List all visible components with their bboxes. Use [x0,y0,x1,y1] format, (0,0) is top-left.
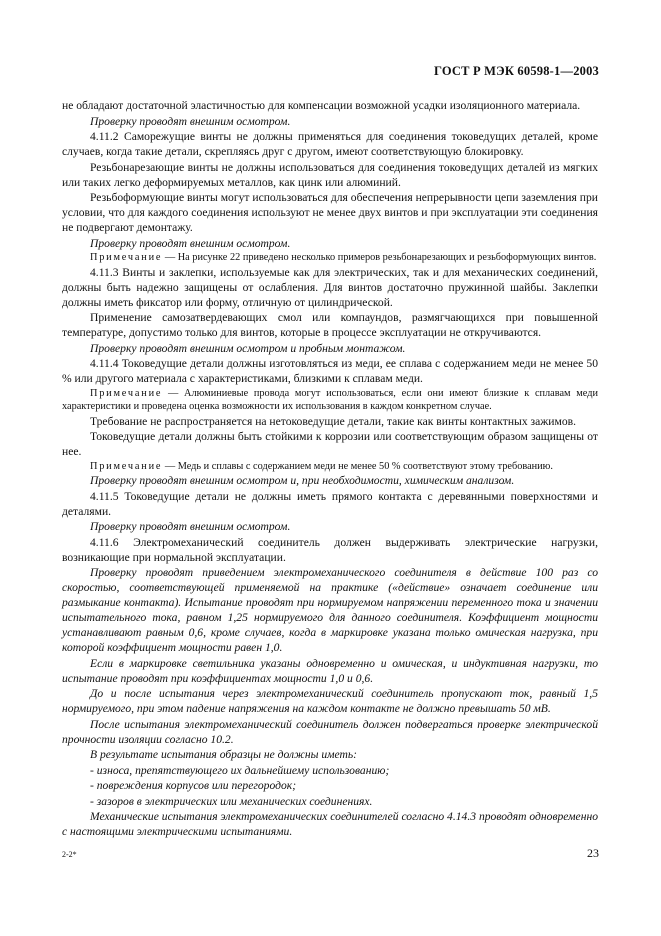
paragraph: 4.11.5 Токоведущие детали не должны иметь прямого контакта с деревянными поверхностями и деталями. [62,489,598,518]
paragraph: Применение самозатвердевающих смол или компаундов, размягчающихся при повышенной температуре, допустимо только для винтов, которые в процессе эксплуатации не откручиваются. [62,311,598,340]
list-item: - износа, препятствующего их дальнейшему использованию; [90,763,390,777]
paragraph: Резьбоформующие винты могут использоваться для обеспечения непрерывности цепи заземления при условии, что для каждого соединения используют не менее двух винтов и при эксплуатации эти соединения не подвергают демонтажу. [62,191,598,234]
paragraph-check: В результате испытания образцы не должны иметь: [90,748,358,762]
paragraph-check: После испытания электромеханический соединитель должен подвергаться проверке электрической прочности изоляции согласно 10.2. [62,717,598,746]
paragraph: Требование не распространяется на нетоковедущие детали, такие как винты контактных зажимов. [90,414,576,428]
paragraph: 4.11.6 Электромеханический соединитель должен выдерживать электрические нагрузки, возникающие при нормальной эксплуатации. [62,535,598,564]
note-label: Примечание [90,387,163,399]
paragraph: 4.11.4 Токоведущие детали должны изготовляться из меди, ее сплава с содержанием меди не менее 50 % или другого материала с характеристиками, близкими к сплавам меди. [62,357,598,386]
paragraph: не обладают достаточной эластичностью для компенсации возможной усадки изоляционного материала. [62,99,581,112]
list-item: - повреждения корпусов или перегородок; [90,779,297,793]
paragraph: Токоведущие детали должны быть стойкими к коррозии или соответствующим образом защищены от нее. [62,430,598,459]
paragraph: 4.11.2 Саморежущие винты не должны применяться для соединения токоведущих деталей, кроме случаев, когда такие детали, скрепляясь друг с другом, имеют соответствующую блокировку. [62,130,598,158]
paragraph-check: Проверку проводят приведением электромеханического соединителя в действие 100 раз со скоростью, соответствующей применяемой на практике («действие» означает соединение или размыкание контакта). Испытание проводят при нормируемом напряжении переменного тока и значении испытательного тока, равном 1,25 нормируемого для данного соединителя. Коэффициент мощности устанавливают равным 0,6, кроме случаев, когда в маркировке указана только омическая нагрузка, при которой коэффициент мощности равен 1,0. [62,566,598,655]
note-text: На рисунке 22 приведено несколько примеров резьбонарезающих и резьбоформующих винтов. [177,252,597,263]
note-text: Алюминиевые провода могут использоваться, если они имеют близкие к сплавам меди характеристики и проведена оценка возможности их использования в каждом конкретном случае. [62,387,598,412]
paragraph-check: Проверку проводят внешним осмотром. [90,114,291,128]
sheet-mark: 2-2* [62,850,77,859]
paragraph: Резьбонарезающие винты не должны использоваться для соединения токоведущих деталей из мягких или таких легко деформируемых металлов, как цинк или алюминий. [62,160,598,189]
paragraph-check: Механические испытания электромеханических соединителей согласно 4.14.3 проводят одновременно с настоящими электрическими испытаниями. [62,810,598,839]
paragraph: 4.11.3 Винты и заклепки, используемые как для электрических, так и для механических соединений, должны быть надежно защищены от ослабления. Для винтов достаточно пружинной шайбы. Заклепки должны иметь фиксатор или форму, отличную от цилиндрической. [62,265,598,309]
paragraph-check: Проверку проводят внешним осмотром. [90,520,291,534]
paragraph-check: Проверку проводят внешним осмотром и, при необходимости, химическим анализом. [90,474,515,488]
note-label: Примечание [90,252,163,263]
paragraph-check: Если в маркировке светильника указаны одновременно и омическая, и индуктивная нагрузки, то испытание проводят при коэффициентах мощности 1,0 и 0,6. [62,656,598,685]
note-paragraph: Примечание — Медь и сплавы с содержанием меди не менее 50 % соответствуют этому требованию. [90,460,553,472]
list-item: - зазоров в электрических или механических соединениях. [90,794,373,808]
document-body [62,98,598,840]
paragraph-check: Проверку проводят внешним осмотром и пробным монтажом. [90,341,406,355]
page-number: 23 [587,846,599,860]
paragraph-check: До и после испытания через электромеханический соединитель пропускают ток, равный 1,5 нормируемого, при этом падение напряжения на каждом контакте не должно превышать 50 мВ. [62,687,598,716]
note-label: Примечание [90,460,163,472]
document-code-header: ГОСТ Р МЭК 60598-1—2003 [434,64,599,78]
note-paragraph: Примечание — Алюминиевые провода могут использоваться, если они имеют близкие к сплавам меди характеристики и проведена оценка возможности их использования в каждом конкретном случае. [62,387,598,412]
note-text: Медь и сплавы с содержанием меди не менее 50 % соответствуют этому требованию. [177,460,553,472]
note-paragraph: Примечание — На рисунке 22 приведено несколько примеров резьбонарезающих и резьбоформующих винтов. [90,252,597,263]
paragraph-check: Проверку проводят внешним осмотром. [90,236,291,250]
